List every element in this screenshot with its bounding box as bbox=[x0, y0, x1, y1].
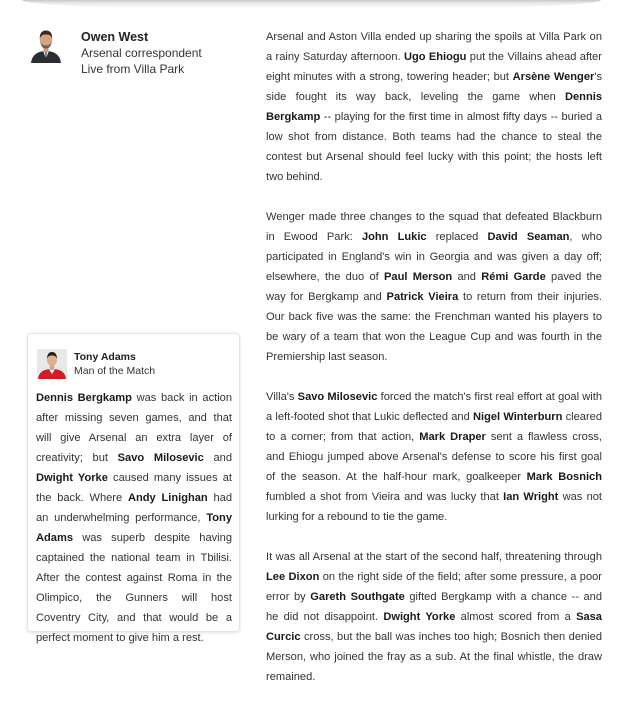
player-photo-icon bbox=[37, 349, 67, 379]
man-of-the-match-card bbox=[27, 333, 240, 644]
author-byline bbox=[29, 27, 249, 87]
player-name-highlight: Paul Merson bbox=[384, 271, 453, 283]
player-name-highlight: Lee Dixon bbox=[266, 571, 320, 583]
player-name-highlight: Savo Milosevic bbox=[117, 452, 204, 464]
author-photo-icon bbox=[29, 27, 63, 63]
player-name-highlight: Tony Adams bbox=[36, 512, 232, 544]
author-location: Live from Villa Park bbox=[81, 62, 185, 76]
player-name-highlight: Dennis Bergkamp bbox=[36, 392, 132, 404]
report-paragraph: Villa's Savo Milosevic forced the match's first real effort at goal with a left-footed shot that Lukic deflected and Nigel Winterburn cleared to a corner; from that action, Mark Draper sent a flawless cross, and Ehiogu jumped above Arsenal's defense to score his first goal of the season. At the half-hour mark, goalkeeper Mark Bosnich fumbled a shot from Vieira and was lucky that Ian Wright was not lurking for a rebound to tie the game. bbox=[266, 391, 603, 523]
player-name-highlight: Andy Linighan bbox=[127, 492, 208, 504]
report-paragraph: Arsenal and Aston Villa ended up sharing the spoils at Villa Park on a rainy Saturday afternoon. Ugo Ehiogu put the Villains ahead after eight minutes with a strong, towering header; but Arsène Wenger's side fought its way back, leveling the game when Dennis Bergkamp -- playing for the first time in almost fifty days -- buried a low shot from distance. Both teams had the chance to steal the contest but Arsenal should feel lucky with this point; the hosts left two behind. bbox=[266, 31, 602, 183]
author-name: Owen West bbox=[81, 30, 149, 44]
player-name-highlight: Dwight Yorke bbox=[383, 611, 456, 623]
player-name-highlight: Arsène Wenger bbox=[512, 71, 595, 83]
player-name-highlight: David Seaman bbox=[487, 231, 570, 243]
report-paragraph: It was all Arsenal at the start of the second half, threatening through Lee Dixon on the right side of the field; after some pressure, a poor error by Gareth Southgate gifted Bergkamp with a chance -- and he did not disappoint. Dwight Yorke almost scored from a Sasa Curcic cross, but the ball was inches too high; Bosnich then denied Merson, who joined the fray as a sub. At the final whistle, the draw remained. bbox=[266, 551, 602, 683]
player-name-highlight: Rémi Garde bbox=[481, 271, 546, 283]
player-name-highlight: Ugo Ehiogu bbox=[403, 51, 467, 63]
player-name-highlight: Nigel Winterburn bbox=[472, 411, 563, 423]
player-name-highlight: Sasa Curcic bbox=[266, 611, 602, 643]
player-name-highlight: John Lukic bbox=[361, 231, 427, 243]
player-name-highlight: Dennis Bergkamp bbox=[266, 91, 602, 123]
player-name-highlight: Dwight Yorke bbox=[36, 472, 108, 484]
author-role: Arsenal correspondent bbox=[81, 46, 202, 60]
player-name-highlight: Gareth Southgate bbox=[310, 591, 405, 603]
player-name-highlight: Ian Wright bbox=[503, 491, 559, 503]
header-shadow-divider bbox=[22, 0, 601, 10]
player-name-highlight: Mark Bosnich bbox=[526, 471, 602, 483]
player-name-highlight: Savo Milosevic bbox=[297, 391, 378, 403]
match-report bbox=[266, 27, 602, 707]
motm-label: Man of the Match bbox=[74, 365, 156, 377]
motm-commentary: Dennis Bergkamp was back in action after missing seven games, and that will give Arsenal an extra layer of creativity; but Savo Milosevic and Dwight Yorke caused many issues at the back. Where Andy Linighan had an underwhelming performance, Tony Adams was superb despite having captained the national team in Tbilisi. After the contest against Roma in the Olimpico, the Gunners will host Coventry City, and that would be a perfect moment to give him a rest. bbox=[36, 392, 233, 644]
player-name-highlight: Mark Draper bbox=[419, 431, 486, 443]
player-name-highlight: Patrick Vieira bbox=[386, 291, 459, 303]
report-paragraph: Wenger made three changes to the squad that defeated Blackburn in Ewood Park: John Lukic replaced David Seaman, who participated in England's win in Georgia and was given a day off; elsewhere, the duo of Paul Merson and Rémi Garde paved the way for Bergkamp and Patrick Vieira to return from their injuries. Our back five was the same: the Frenchman wanted his players to be wary of a team that won the League Cup and was fourth in the Premiership last season. bbox=[266, 211, 603, 363]
motm-player-name: Tony Adams bbox=[74, 351, 136, 363]
